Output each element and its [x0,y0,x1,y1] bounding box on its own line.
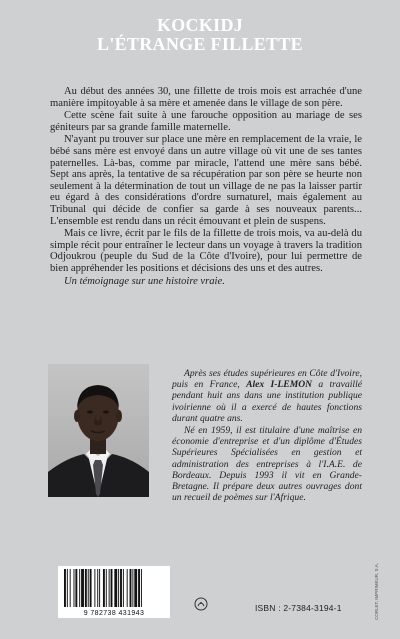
title-line-2: L'ÉTRANGE FILLETTE [97,34,303,54]
blurb-tagline: Un témoignage sur une histoire vraie. [64,275,225,287]
blurb-paragraph-2: Cette scène fait suite à une farouche opposition au mariage de ses géniteurs par sa grande famille maternelle. [50,110,362,133]
author-bio [172,368,362,504]
blurb-paragraph-4: Mais ce livre, écrit par le fils de la fillette de trois mois, va au-delà du simple récit pour entraîner le lecteur dans un voyage à travers la tradition Odjoukrou (peuple du Sud de la Côte d'Ivoire), pour lui permettre de bien appréhender les positions et décisions des uns et des autres. [50,228,362,274]
blurb-text [50,86,362,288]
blurb-paragraph-1: Au début des années 30, une fillette de trois mois est arrachée d'une manière impitoyable à sa mère et amenée dans le village de son père. [50,86,362,109]
barcode-bars [58,566,170,610]
barcode [58,566,170,618]
printer-credit: CORLET, IMPRIMEUR, S.A. [374,562,379,620]
title-line-1: KOCKIDJ [156,15,244,35]
author-name: Alex I-LEMON [246,379,313,391]
isbn-number: ISBN : 2-7384-3194-1 [255,603,342,613]
bio-p1-after: a travaillé pendant huit ans dans une institution publique ivoirienne où il a exercé de hautes fonctions durant quatre ans. [172,379,362,424]
bio-p1-before: Après ses études supérieures en Côte d'Ivoire, puis en France, [172,368,362,391]
barcode-digits: 9 782738 431943 [83,610,145,617]
book-title [0,16,400,54]
publisher-logo-icon [194,597,208,611]
bio-paragraph-1 [172,368,362,424]
blurb-paragraph-3: N'ayant pu trouver sur place une mère en remplacement de la vraie, le bébé sans mère est envoyé dans un autre village où vit une de ses tantes paternelles. Là-bas, comme par miracle, l'attend une mère sans bébé. Sept ans après, la tentative de sa récupération par son père se heurte non seulement à la détermination de tout un village de ne pas la laisser partir eu égard à des considérations d'ordre surnaturel, mais également au Tribunal qui décide de confier sa garde à ses nouveaux parents... L'ensemble est rendu dans un récit émouvant et plein de suspens. [50,134,362,227]
author-photo [48,364,149,497]
bio-paragraph-2: Né en 1959, il est titulaire d'une maîtrise en économie d'entreprise et d'un diplôme d'Études Supérieures Spécialisées en gestion et administration des entreprises à l'I.A.E. de Bordeaux. Depuis 1993 il vit en Grande-Bretagne. Il prépare deux autres ouvrages dont un recueil de poèmes sur l'Afrique. [172,425,362,504]
